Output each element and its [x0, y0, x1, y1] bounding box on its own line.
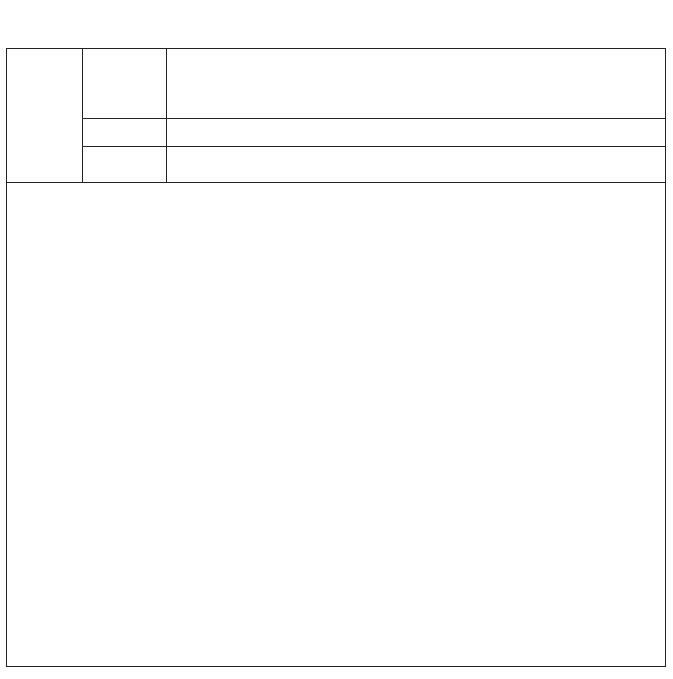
- category-building: [7, 49, 83, 183]
- classification-table: [6, 48, 666, 667]
- subgroup-structure: [83, 119, 167, 147]
- subgroup-decoration: [83, 147, 167, 183]
- subgroup-structure-items: [167, 119, 665, 147]
- subgroup-foundation-items: [167, 49, 665, 119]
- subgroup-foundation: [83, 49, 167, 119]
- subgroup-decoration-items: [167, 147, 665, 183]
